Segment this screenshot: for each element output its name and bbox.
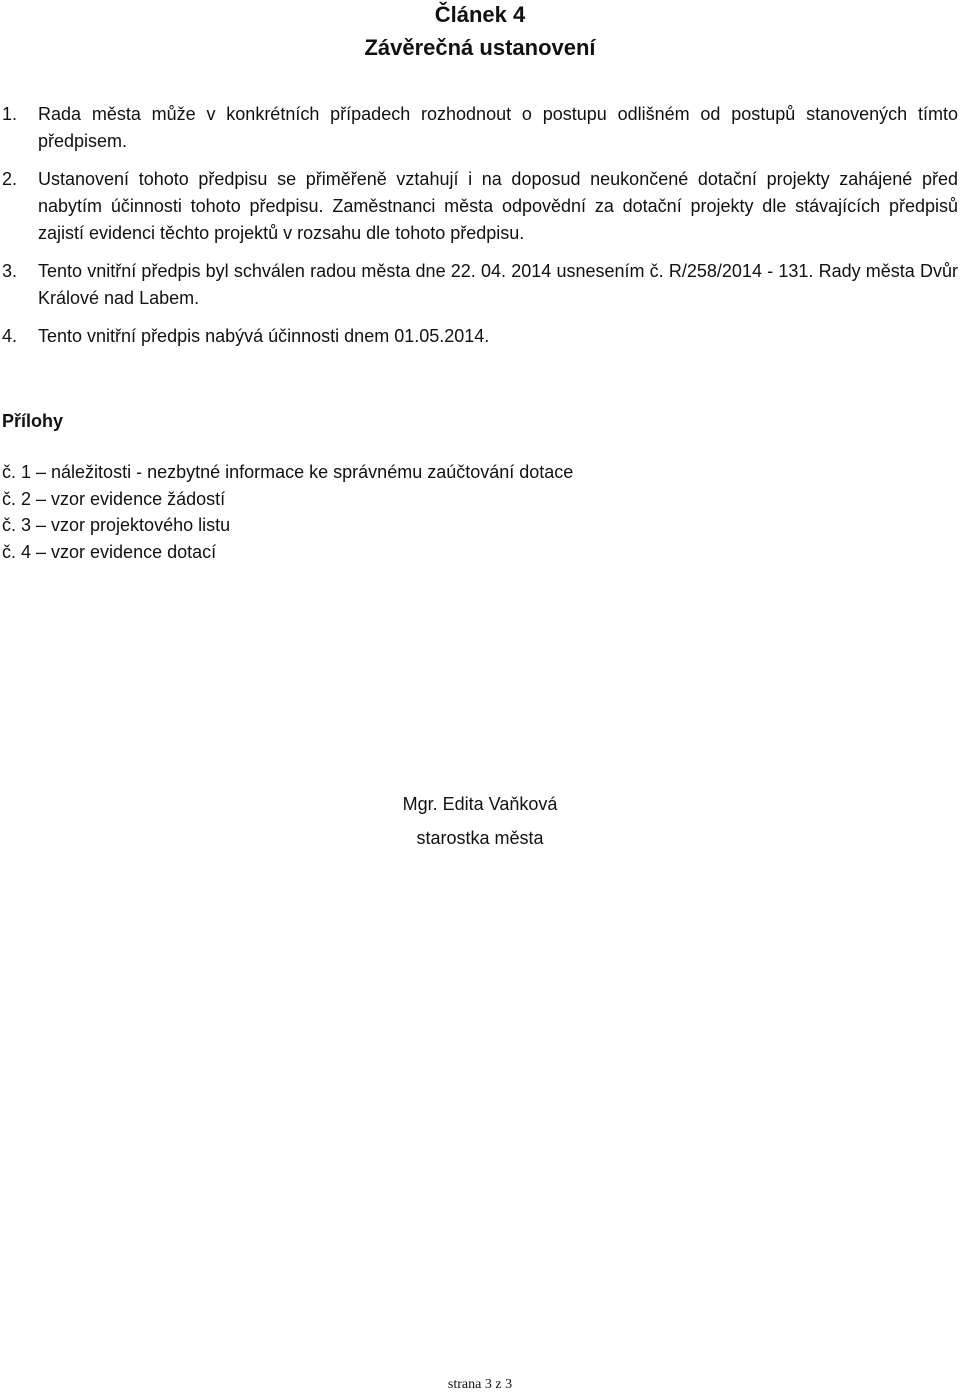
- provision-text: Rada města může v konkrétních případech rozhodnout o postupu odlišném od postupů stanovených tímto předpisem.: [38, 104, 958, 151]
- page-number: strana 3 z 3: [447, 1377, 513, 1392]
- provision-number: 2.: [2, 169, 18, 189]
- article-title: Závěrečná ustanovení: [364, 35, 596, 60]
- attachment-item: č. 4 – vzor evidence dotací: [2, 541, 217, 562]
- article-number: Článek 4: [434, 2, 526, 27]
- attachments-title: Přílohy: [2, 411, 64, 431]
- provision-text: Tento vnitřní předpis byl schválen radou města dne 22. 04. 2014 usnesením č. R/258/2014 - 131. Rady města Dvůr Králové nad Labem.: [38, 261, 958, 308]
- provision-text: Ustanovení tohoto předpisu se přiměřeně vztahují i na doposud neukončené dotační projekty zahájené před nabytím účinnosti tohoto předpisu. Zaměstnanci města odpovědní za dotační projekty dle stávajících předpisů zajistí evidenci těchto projektů v rozsahu dle tohoto předpisu.: [38, 169, 958, 243]
- provision-number: 4.: [2, 326, 18, 346]
- signatory-name: Mgr. Edita Vaňková: [402, 794, 558, 814]
- provision-text: Tento vnitřní předpis nabývá účinnosti dnem 01.05.2014.: [38, 326, 490, 346]
- provision-number: 1.: [2, 104, 18, 124]
- attachment-item: č. 3 – vzor projektového listu: [2, 515, 231, 535]
- attachment-item: č. 2 – vzor evidence žádostí: [2, 488, 226, 509]
- attachment-item: č. 1 – náležitosti - nezbytné informace ke správnému zaúčtování dotace: [2, 462, 574, 482]
- signatory-role: starostka města: [416, 828, 544, 848]
- provision-number: 3.: [2, 261, 18, 281]
- attachments-list: [2, 459, 902, 565]
